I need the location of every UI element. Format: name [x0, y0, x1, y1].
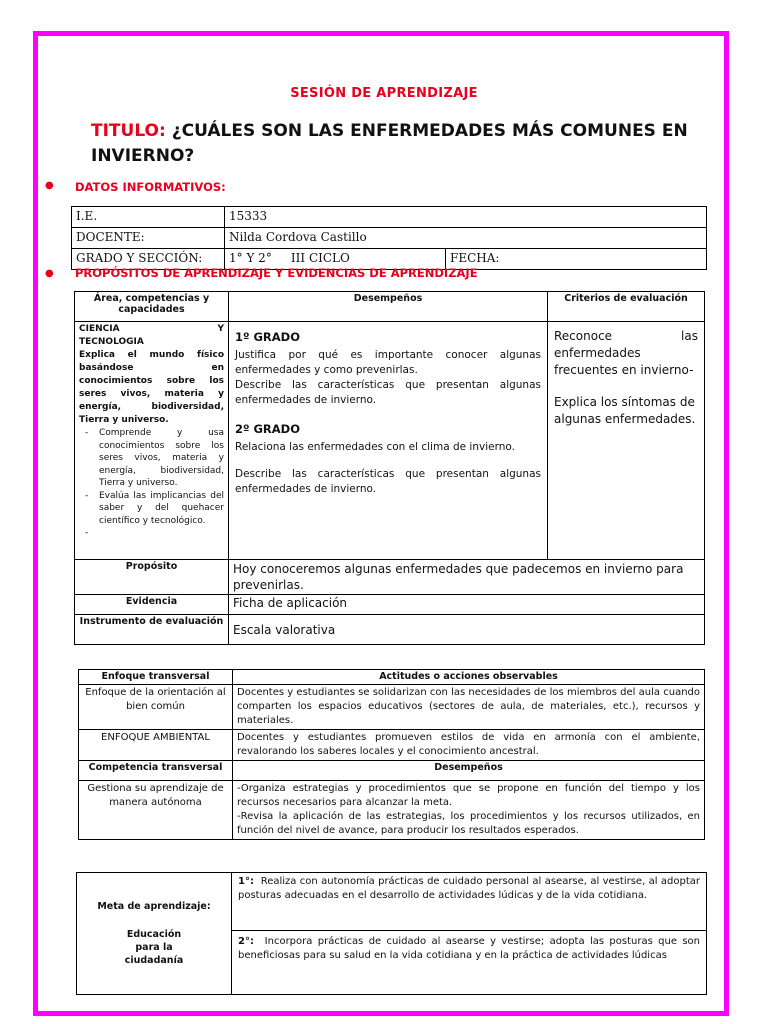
evidencia-label: Evidencia: [75, 595, 229, 615]
area-cell: CIENCIA Y TECNOLOGIA Explica el mundo físico basándose en conocimientos sobre los seres vivos, materia y energía, biodiversidad, Tierra y universo. - Comprende y usa conocimientos sobre los seres vivos, materia y energía, biodiversidad, Tierra y universo. - Evalúa las implicancias del saber y del quehacer científico y tecnológico.: [75, 322, 229, 560]
meta-g1: 1°: Realiza con autonomía prácticas de cuidado personal al asearse, al vestirse, al adoptar posturas adecuadas en el desarrollo de actividades lúdicas y de la vida cotidiana.: [232, 873, 707, 931]
criterio-item: Explica los síntomas de algunas enfermedades.: [554, 395, 696, 426]
instrumento-label: Instrumento de evaluación: [75, 615, 229, 645]
grado1-title: 1º GRADO: [235, 330, 301, 344]
docente-value: Nilda Cordova Castillo: [225, 228, 707, 249]
enfoque-name: ENFOQUE AMBIENTAL: [79, 730, 233, 761]
meta-area: Educación para la ciudadanía: [124, 929, 184, 966]
enfoque-text: Docentes y estudiantes promueven estilos de vida en armonía con el ambiente, revalorando los saberes locales y el conocimiento ancestral.: [233, 730, 705, 761]
grado1-item: Describe las características que presentan algunas enfermedades de invierno.: [235, 379, 541, 406]
col-enfoque: Enfoque transversal: [79, 670, 233, 685]
datos-table: [71, 206, 707, 270]
titulo-text: ¿CUÁLES SON LAS ENFERMEDADES MÁS COMUNES EN INVIERNO?: [91, 121, 688, 166]
bullet-icon: ●: [45, 180, 54, 191]
grado2-item: Describe las características que presentan algunas enfermedades de invierno.: [235, 468, 541, 495]
enfoques-table: [78, 669, 705, 840]
list-item: - Comprende y usa conocimientos sobre los seres vivos, materia y energía, biodiversidad, Tierra y universo.: [99, 427, 224, 490]
criterios-cell: [548, 322, 705, 560]
enfoque-name: Enfoque de la orientación al bien común: [79, 685, 233, 730]
competencia-text: Explica el mundo físico basándose en conocimientos sobre los seres vivos, materia y energía, biodiversidad, Tierra y universo.: [79, 350, 224, 425]
competencia-text-cell: -Organiza estrategias y procedimientos que se propone en función del tiempo y los recursos necesarios para alcanzar la meta. -Revisa la aplicación de las estrategias, los procedimientos y los recursos utilizados, en función del nivel de avance, para producir los resultados esperados.: [233, 781, 705, 840]
datos-heading: DATOS INFORMATIVOS:: [75, 180, 226, 194]
criterio-item: Reconoce las enfermedades frecuentes en invierno-: [554, 329, 698, 377]
evidencia-value: Ficha de aplicación: [229, 595, 705, 615]
competencia-name: Gestiona su aprendizaje de manera autónoma: [79, 781, 233, 840]
ie-value: 15333: [225, 207, 707, 228]
meta-label: Meta de aprendizaje:: [97, 901, 211, 912]
meta-g2: 2°: Incorpora prácticas de cuidado al asearse y vestirse; adopta las posturas que son beneficiosas para su salud en la vida cotidiana y en la práctica de actividades lúdicas: [232, 931, 707, 995]
session-title: SESIÓN DE APRENDIZAJE: [290, 86, 478, 101]
fecha-label: FECHA:: [446, 249, 707, 270]
bullet-icon: ●: [45, 268, 54, 279]
col-area: Área, competencias y capacidades: [75, 292, 229, 322]
titulo-label: TITULO:: [91, 121, 166, 141]
col-actitudes: Actitudes o acciones observables: [233, 670, 705, 685]
col-competencia: Competencia transversal: [79, 761, 233, 781]
col-criterios: Criterios de evaluación: [548, 292, 705, 322]
proposito-label: Propósito: [75, 560, 229, 595]
desempenos-cell: [229, 322, 548, 560]
grado2-item: Relaciona las enfermedades con el clima de invierno.: [235, 441, 515, 453]
instrumento-value: Escala valorativa: [229, 615, 705, 645]
capacidades-list: [79, 427, 224, 527]
grado2-title: 2º GRADO: [235, 422, 301, 436]
meta-table: [76, 872, 707, 995]
grado1-item: Justifica por qué es importante conocer algunas enfermedades y como prevenirlas.: [235, 349, 541, 376]
propositos-heading: PROPÓSITOS DE APRENDIZAJE Y EVIDENCIAS DE APRENDIZAJE: [75, 266, 478, 280]
lesson-title: [91, 119, 711, 169]
enfoque-text: Docentes y estudiantes se solidarizan con las necesidades de los miembros del aula cuando comparten los espacios educativos (sectores de aula, de materiales, etc.), recursos y materiales.: [233, 685, 705, 730]
docente-label: DOCENTE:: [72, 228, 225, 249]
meta-cell: [77, 873, 232, 995]
col-desempenos-2: Desempeños: [233, 761, 705, 781]
ie-label: I.E.: [72, 207, 225, 228]
list-item: - Evalúa las implicancias del saber y del quehacer científico y tecnológico.: [99, 490, 224, 528]
propositos-table: [74, 291, 705, 645]
proposito-value: Hoy conoceremos algunas enfermedades que padecemos en invierno para prevenirlas.: [229, 560, 705, 595]
grado-value: 1° Y 2° III CICLO: [225, 249, 446, 270]
grado-label: GRADO Y SECCIÓN:: [72, 249, 225, 270]
col-desempenos: Desempeños: [229, 292, 548, 322]
